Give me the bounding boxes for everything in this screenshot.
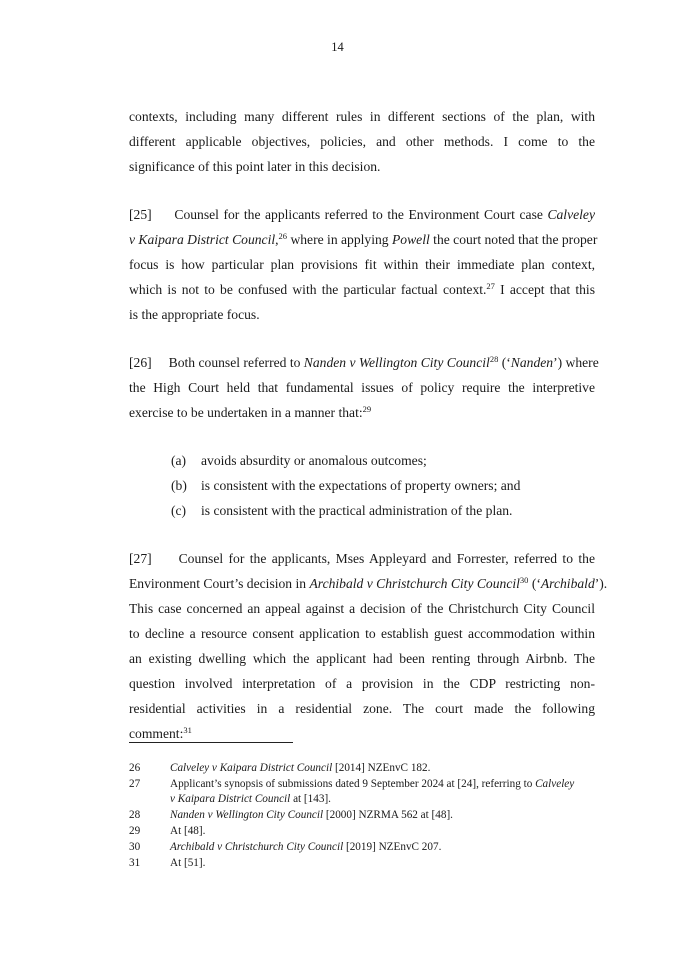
case-name: Calveley — [547, 207, 595, 222]
para-25-line-1: [25] Counsel for the applicants referred to the Environment Court case Calveley — [129, 207, 595, 222]
case-name: Powell — [392, 232, 430, 247]
para-27-line-4: to decline a resource consent application to establish guest accommodation within — [129, 626, 595, 641]
footnote-number: 30 — [129, 841, 141, 853]
footnote-number: 26 — [129, 762, 141, 774]
footnote-ref-28: 28 — [489, 354, 499, 364]
para-26-line-3: exercise to be undertaken in a manner that:$^{29}$ — [129, 404, 372, 420]
footnote-number: 28 — [129, 809, 141, 821]
page-number: 14 — [331, 40, 344, 54]
continuation-line-3: significance of this point later in this decision. — [129, 159, 381, 174]
continuation-line-2: different applicable objectives, policies, and other methods. I come to the — [129, 134, 595, 149]
para-27-line-1: [27] Counsel for the applicants, Mses Appleyard and Forrester, referred to the — [129, 551, 595, 566]
footnote-26: Calveley v Kaipara District Council [2014] NZEnvC 182. — [170, 762, 431, 774]
para-25-line-4: which is not to be confused with the particular factual context.$^{27}$ I accept that this — [129, 281, 595, 297]
continuation-line-1: contexts, including many different rules in different sections of the plan, with — [129, 109, 595, 124]
footnote-number: 27 — [129, 778, 141, 790]
para-26-line-2: the High Court held that fundamental issues of policy require the interpretive — [129, 380, 595, 395]
footnote-30: Archibald v Christchurch City Council [2019] NZEnvC 207. — [170, 841, 442, 853]
para-26-line-1: [26] Both counsel referred to Nanden v Wellington City Council$^{28}$ (‘Nanden’) where — [129, 354, 599, 370]
para-27-line-6: question involved interpretation of a provision in the CDP restricting non- — [129, 676, 595, 691]
footnote-28: Nanden v Wellington City Council [2000] NZRMA 562 at [48]. — [170, 809, 453, 821]
footnote-31: At [51]. — [170, 857, 206, 869]
list-item: (b) is consistent with the expectations of property owners; and — [171, 478, 521, 493]
para-27-line-2: Environment Court’s decision in Archibald v Christchurch City Council$^{30}$ (‘Archibald’). — [129, 575, 608, 591]
para-27-line-5: an existing dwelling which the applicant had been renting through Airbnb. The — [129, 651, 595, 666]
footnote-ref-31: 31 — [183, 725, 192, 735]
footnote-ref-30: 30 — [519, 575, 529, 585]
case-name: v Kaipara District Council — [129, 232, 276, 247]
para-27-number: [27] — [129, 551, 152, 566]
para-25-line-2: v Kaipara District Council,$^{26}$ where in applying Powell the court noted that the proper — [129, 231, 598, 247]
list-item: (a) avoids absurdity or anomalous outcomes; — [171, 453, 427, 468]
para-27-line-7: residential activities in a residential zone. The court made the following — [129, 701, 595, 716]
para-25-number: [25] — [129, 207, 152, 222]
para-26-number: [26] — [129, 355, 152, 370]
footnote-number: 29 — [129, 825, 141, 837]
para-27-line-3: This case concerned an appeal against a decision of the Christchurch City Council — [129, 601, 595, 616]
para-25-line-3: focus is how particular plan provisions fit within their immediate plan context, — [129, 257, 595, 272]
footnote-number: 31 — [129, 857, 141, 869]
footnote-ref-29: 29 — [362, 404, 372, 414]
footnote-ref-27: 27 — [486, 281, 495, 291]
case-name: Nanden v Wellington City Council — [303, 355, 490, 370]
footnote-separator — [129, 742, 293, 743]
footnote-27-line-2: v Kaipara District Council at [143]. — [170, 793, 331, 805]
footnote-27-line-1: Applicant’s synopsis of submissions dated 9 September 2024 at [24], referring to Calveley — [170, 778, 575, 790]
footnote-ref-26: 26 — [278, 231, 288, 241]
list-item: (c) is consistent with the practical administration of the plan. — [171, 503, 513, 518]
footnote-29: At [48]. — [170, 825, 206, 837]
para-25-line-5: is the appropriate focus. — [129, 307, 260, 322]
para-27-line-8: comment:$^{31}$ — [129, 725, 192, 741]
case-name: Archibald v Christchurch City Council — [309, 576, 520, 591]
